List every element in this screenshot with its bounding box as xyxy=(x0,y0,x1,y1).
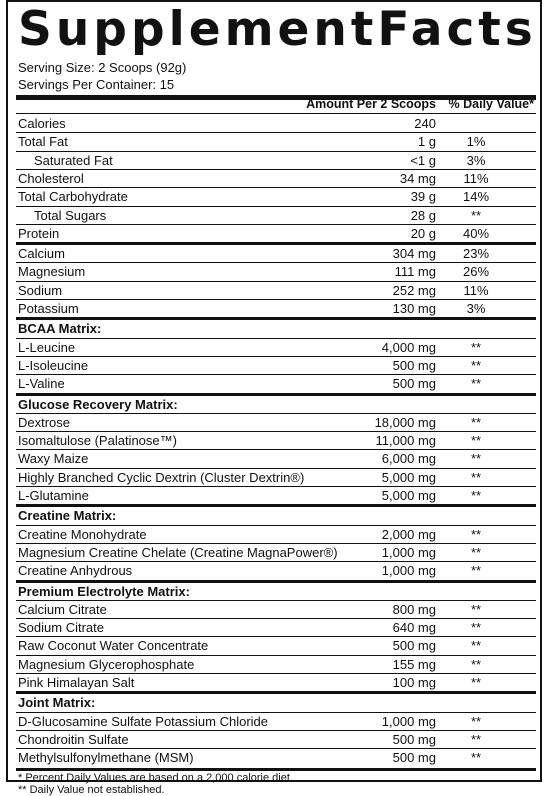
nutrient-amount: 2,000 mg xyxy=(381,526,436,542)
nutrient-amount: 34 mg xyxy=(399,170,436,186)
nutrient-name: Sodium Citrate xyxy=(18,620,104,636)
nutrient-name: Highly Branched Cyclic Dextrin (Cluster Dextrin®) xyxy=(18,469,305,485)
serving-size: Serving Size: 2 Scoops (92g) xyxy=(18,60,187,75)
nutrient-amount: 20 g xyxy=(410,225,436,241)
nutrient-amount: 500 mg xyxy=(392,357,436,373)
nutrient-name: Total Sugars xyxy=(34,207,107,223)
nutrient-name: Dextrose xyxy=(18,414,71,430)
nutrient-amount: 252 mg xyxy=(392,282,436,298)
nutrient-amount: 111 mg xyxy=(394,264,436,280)
nutrient-daily-value: 23% xyxy=(462,246,490,262)
nutrient-amount: 1,000 mg xyxy=(381,544,436,560)
nutrient-daily-value: ** xyxy=(470,526,482,542)
nutrient-daily-value: 26% xyxy=(462,264,490,280)
nutrient-amount: 640 mg xyxy=(392,620,436,636)
nutrient-daily-value: ** xyxy=(470,488,482,503)
section-title: Creatine Matrix: xyxy=(18,508,117,524)
nutrient-amount: 6,000 mg xyxy=(381,451,436,467)
nutrient-daily-value: 11% xyxy=(463,282,489,298)
nutrient-name: Creatine Monohydrate xyxy=(18,526,147,542)
nutrient-amount: 1 g xyxy=(417,134,436,150)
nutrient-daily-value: 14% xyxy=(462,189,490,205)
nutrient-name: L-Isoleucine xyxy=(18,357,89,373)
nutrient-daily-value: ** xyxy=(470,656,482,672)
nutrient-daily-value: ** xyxy=(470,563,482,579)
nutrient-amount: 130 mg xyxy=(392,301,436,316)
nutrient-daily-value: ** xyxy=(470,357,482,373)
nutrient-daily-value: ** xyxy=(470,601,482,617)
nutrient-amount: 18,000 mg xyxy=(374,414,436,430)
nutrient-amount: 155 mg xyxy=(392,656,436,672)
nutrient-amount: 4,000 mg xyxy=(381,339,436,355)
nutrient-name: Protein xyxy=(18,225,60,241)
column-header-amount: Amount Per 2 Scoops xyxy=(306,97,436,111)
nutrient-daily-value: ** xyxy=(470,620,482,636)
column-header-row xyxy=(16,96,536,113)
nutrient-name: Magnesium Creatine Chelate (Creatine MagnaPower®) xyxy=(18,544,338,560)
nutrient-daily-value: ** xyxy=(470,675,482,690)
nutrient-name: Methylsulfonylmethane (MSM) xyxy=(18,750,194,766)
nutrient-daily-value: ** xyxy=(470,713,482,729)
nutrient-amount: 11,000 mg xyxy=(375,433,436,449)
nutrient-name: Calcium Citrate xyxy=(18,601,107,617)
nutrient-amount: 304 mg xyxy=(392,246,436,262)
nutrient-daily-value: ** xyxy=(470,414,482,430)
nutrient-daily-value: 3% xyxy=(466,152,486,168)
nutrient-daily-value: ** xyxy=(470,731,482,747)
nutrient-name: Potassium xyxy=(18,301,79,316)
nutrient-daily-value: ** xyxy=(470,207,482,223)
nutrient-name: Total Carbohydrate xyxy=(18,189,128,205)
nutrient-daily-value: ** xyxy=(470,544,482,560)
nutrient-daily-value: ** xyxy=(470,433,482,449)
nutrient-name: Sodium xyxy=(18,282,63,298)
column-header-daily-value: % Daily Value* xyxy=(448,97,534,111)
nutrient-name: Total Fat xyxy=(18,134,68,150)
nutrient-daily-value: 3% xyxy=(466,301,486,316)
supplement-facts-panel xyxy=(6,0,542,796)
nutrient-amount: 1,000 mg xyxy=(381,563,436,579)
nutrient-daily-value: ** xyxy=(470,750,482,766)
nutrient-amount: 500 mg xyxy=(392,376,436,392)
nutrient-daily-value: 11% xyxy=(463,170,489,186)
section-title: Joint Matrix: xyxy=(18,695,96,711)
nutrient-amount: <1 g xyxy=(410,152,436,168)
nutrient-name: Calories xyxy=(18,116,66,131)
nutrient-daily-value: 40% xyxy=(462,225,490,241)
header-divider xyxy=(16,113,536,114)
nutrient-amount: 39 g xyxy=(410,189,436,205)
nutrient-daily-value: ** xyxy=(470,376,482,392)
section-title: BCAA Matrix: xyxy=(18,321,102,337)
nutrient-amount: 800 mg xyxy=(392,601,436,617)
nutrient-daily-value: ** xyxy=(470,451,482,467)
nutrient-amount: 240 xyxy=(414,116,436,131)
nutrient-name: L-Leucine xyxy=(18,339,76,355)
title-word-supplement: Supplement xyxy=(18,2,378,57)
title-word-facts: Facts xyxy=(377,2,537,57)
footnote-percent-daily-values: * Percent Daily Values are based on a 2,000 calorie diet. xyxy=(18,771,293,784)
nutrient-daily-value: ** xyxy=(470,638,482,654)
nutrient-name: L-Valine xyxy=(18,376,65,392)
nutrient-name: L-Glutamine xyxy=(18,488,89,503)
nutrient-daily-value: ** xyxy=(470,339,482,355)
section-title: Glucose Recovery Matrix: xyxy=(18,396,178,412)
nutrient-amount: 500 mg xyxy=(392,731,436,747)
nutrient-amount: 28 g xyxy=(410,207,436,223)
nutrient-name: Saturated Fat xyxy=(34,152,113,168)
nutrient-amount: 100 mg xyxy=(392,675,436,690)
nutrient-amount: 500 mg xyxy=(392,750,436,766)
nutrient-name: Waxy Maize xyxy=(18,451,89,467)
nutrient-daily-value: ** xyxy=(470,469,482,485)
nutrient-amount: 500 mg xyxy=(392,638,436,654)
nutrient-name: Pink Himalayan Salt xyxy=(18,675,135,690)
nutrient-amount: 5,000 mg xyxy=(381,469,436,485)
nutrient-name: Cholesterol xyxy=(18,170,84,186)
nutrient-name: Raw Coconut Water Concentrate xyxy=(18,638,209,654)
nutrient-name: Creatine Anhydrous xyxy=(18,563,133,579)
nutrient-name: Magnesium Glycerophosphate xyxy=(18,656,195,672)
footnote-daily-value-not-established: ** Daily Value not established. xyxy=(18,783,165,796)
nutrient-amount: 5,000 mg xyxy=(381,488,436,503)
nutrient-daily-value: 1% xyxy=(466,134,486,150)
nutrient-name: Calcium xyxy=(18,246,65,262)
servings-per-container: Servings Per Container: 15 xyxy=(18,77,175,92)
section-title: Premium Electrolyte Matrix: xyxy=(18,583,190,599)
footer-divider xyxy=(16,768,536,771)
nutrient-name: D-Glucosamine Sulfate Potassium Chloride xyxy=(18,713,268,729)
nutrient-amount: 1,000 mg xyxy=(381,713,436,729)
nutrient-name: Chondroitin Sulfate xyxy=(18,731,129,747)
panel-title xyxy=(18,2,537,58)
nutrient-name: Isomaltulose (Palatinose™) xyxy=(18,433,177,449)
nutrient-name: Magnesium xyxy=(18,264,86,280)
